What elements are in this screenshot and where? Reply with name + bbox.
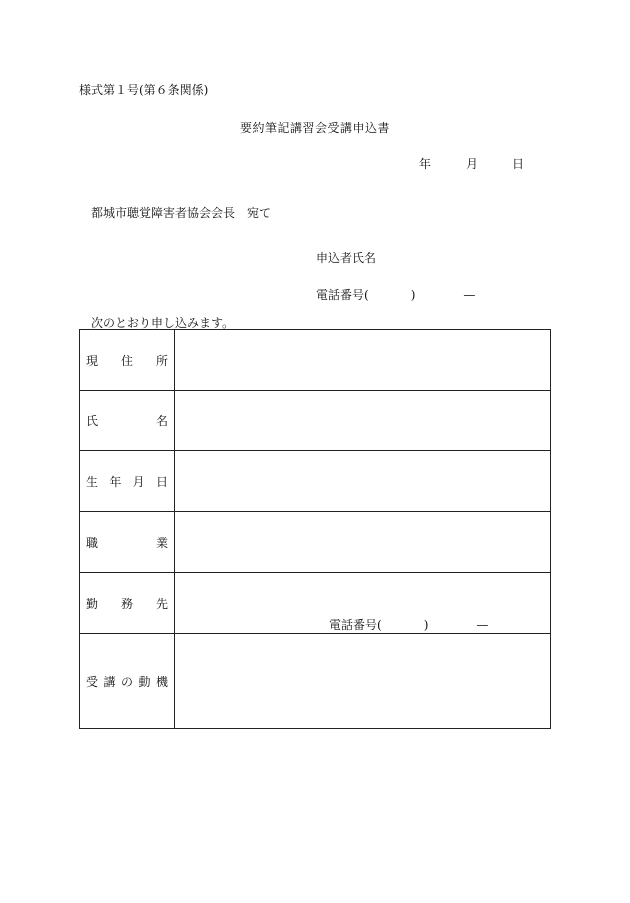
- name-field[interactable]: [175, 391, 551, 451]
- applicant-phone-line: [316, 286, 475, 303]
- recipient-line: 都城市聴覚障害者協会会長 宛て: [91, 206, 272, 220]
- occupation-label-cell: [80, 512, 175, 573]
- workplace-phone-label: 電話番号(: [329, 618, 382, 632]
- form-number: 様式第１号(第６条関係): [79, 83, 209, 97]
- workplace-phone-line: [329, 616, 488, 633]
- workplace-label: 勤 務 先: [86, 596, 168, 611]
- name-label-cell: [80, 391, 175, 451]
- application-form-table: [79, 329, 551, 729]
- name-label: 氏 名: [86, 414, 168, 428]
- address-label-cell: [80, 330, 175, 391]
- table-row-workplace: [80, 573, 551, 634]
- applicant-phone-dash: —: [463, 288, 476, 302]
- date-year-label: 年: [419, 157, 432, 171]
- date-day-label: 日: [512, 157, 525, 171]
- table-row-name: [80, 391, 551, 451]
- table-row-occupation: [80, 512, 551, 573]
- intro-text: 次のとおり申し込みます。: [91, 316, 235, 330]
- motivation-field[interactable]: [175, 634, 551, 729]
- motivation-label: 受 講 の 動 機: [86, 674, 168, 689]
- workplace-label-cell: [80, 573, 175, 634]
- page-title: 要約筆記講習会受講申込書: [239, 121, 390, 135]
- applicant-name-label: 申込者氏名: [316, 251, 377, 265]
- birthdate-field[interactable]: [175, 451, 551, 512]
- date-month-label: 月: [466, 157, 479, 171]
- motivation-label-cell: [80, 634, 175, 729]
- birthdate-label: 生 年 月 日: [86, 474, 168, 489]
- birthdate-label-cell: [80, 451, 175, 512]
- workplace-phone-dash: —: [476, 618, 489, 632]
- workplace-phone-close-paren: ): [423, 618, 429, 632]
- address-label: 現 住 所: [86, 353, 168, 368]
- applicant-phone-close-paren: ): [410, 288, 416, 302]
- table-row-motivation: [80, 634, 551, 729]
- workplace-field[interactable]: [175, 573, 551, 634]
- table-row-birthdate: [80, 451, 551, 512]
- occupation-field[interactable]: [175, 512, 551, 573]
- table-row-address: [80, 330, 551, 391]
- applicant-phone-label: 電話番号(: [316, 288, 369, 302]
- occupation-label: 職 業: [86, 535, 168, 550]
- address-field[interactable]: [175, 330, 551, 391]
